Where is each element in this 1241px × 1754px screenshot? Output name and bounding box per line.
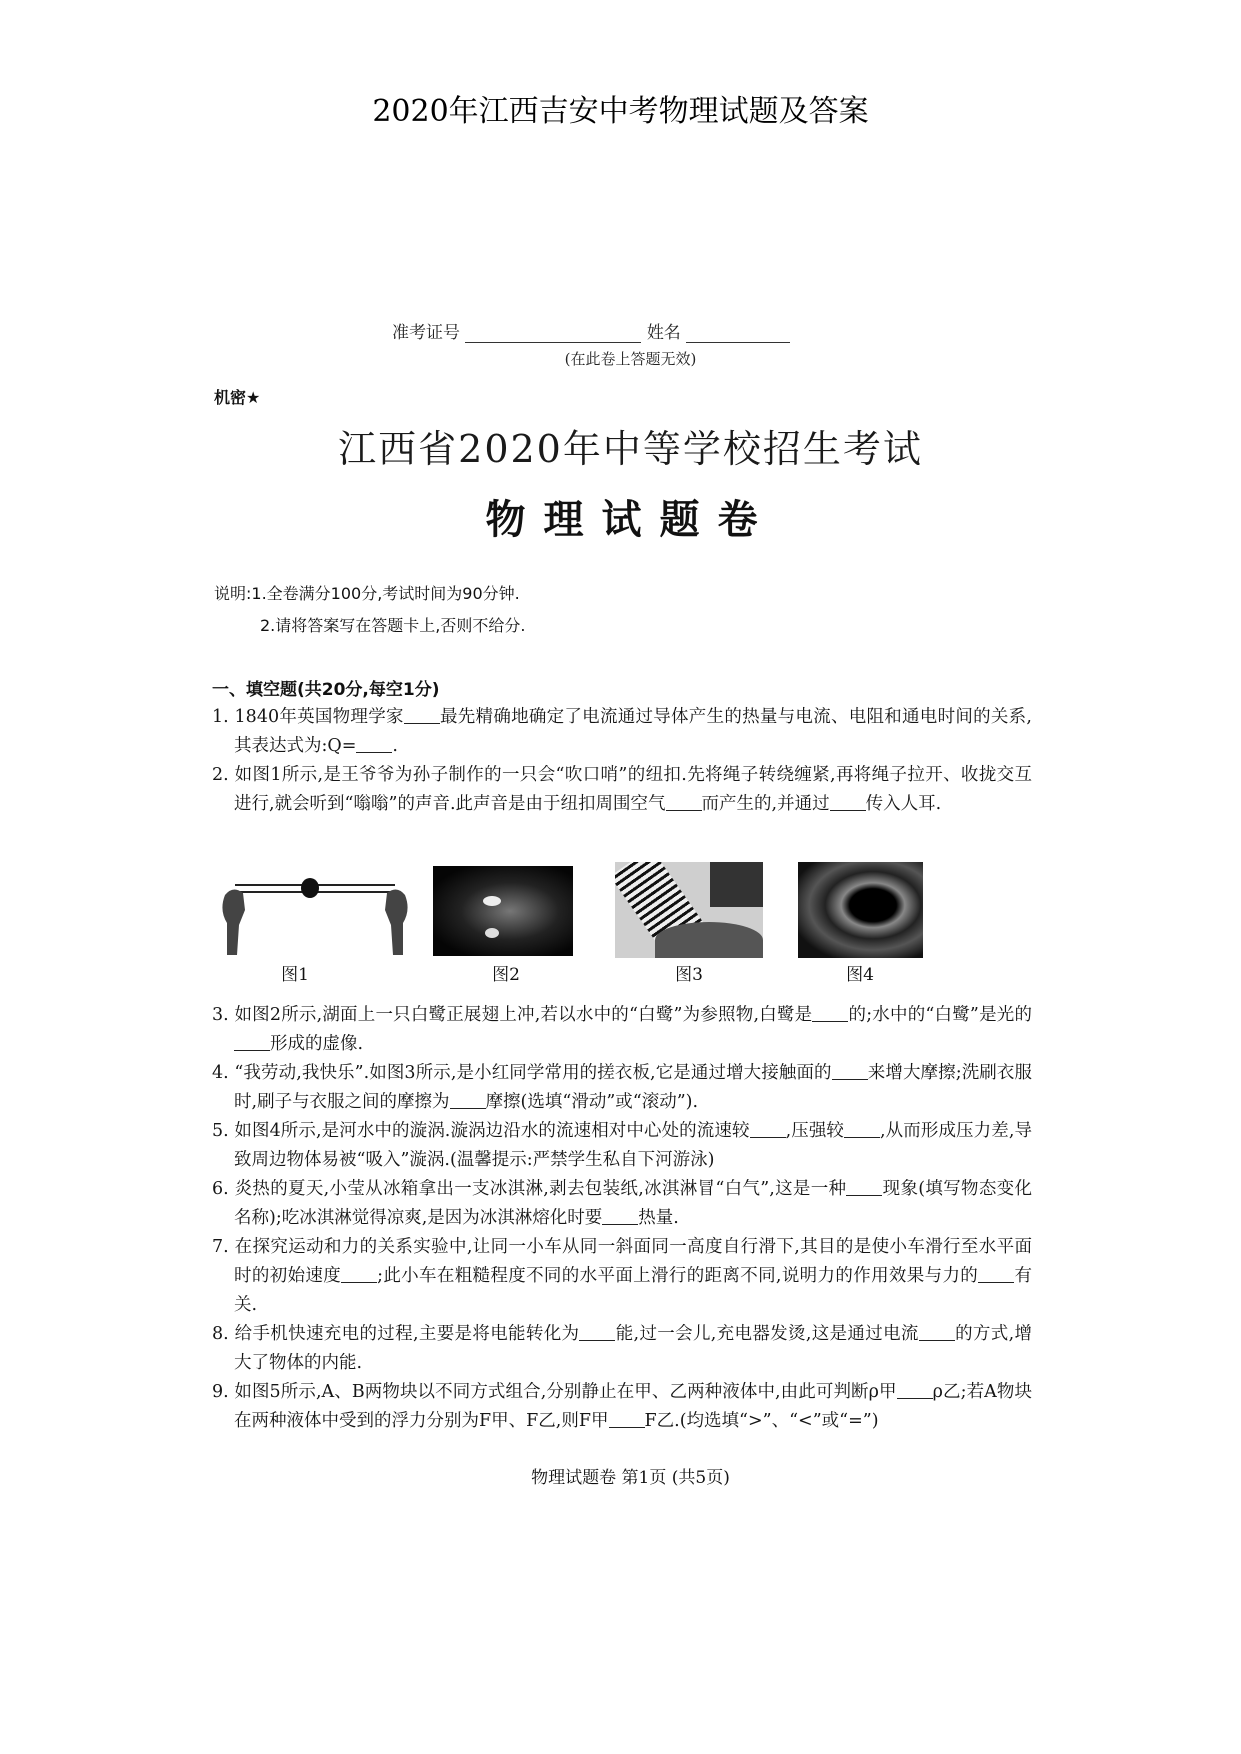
question-4: 4. “我劳动,我快乐”.如图3所示,是小红同学常用的搓衣板,它是通过增大接触面的 来增大摩擦;洗刷衣服时,刷子与衣服之间的摩擦为 摩擦(选填“滑动”或“滚动”). bbox=[212, 1063, 1032, 1112]
invalid-note: (在此卷上答题无效) bbox=[564, 350, 697, 368]
figures-row bbox=[210, 860, 1040, 985]
answer-blank[interactable] bbox=[341, 1265, 377, 1284]
figure-caption: 图4 bbox=[846, 965, 874, 985]
question-1: 1. 1840年英国物理学家 最先精确地确定了电流通过导体产生的热量与电流、电阻和通电时间的关系,其表达式为:Q= . bbox=[212, 707, 1032, 756]
examinee-info bbox=[392, 318, 790, 343]
answer-blank[interactable] bbox=[602, 1207, 638, 1226]
exam-id-field[interactable] bbox=[465, 326, 641, 343]
answer-blank[interactable] bbox=[846, 1178, 882, 1197]
answer-blank[interactable] bbox=[404, 706, 440, 725]
whirlpool-icon bbox=[798, 862, 923, 958]
instruction-item: 1.全卷满分100分,考试时间为90分钟. bbox=[251, 584, 520, 603]
exam-id-label: 准考证号 bbox=[392, 323, 460, 343]
answer-blank[interactable] bbox=[450, 1091, 486, 1110]
answer-blank[interactable] bbox=[897, 1381, 933, 1400]
answer-blank[interactable] bbox=[609, 1410, 645, 1429]
page-footer: 物理试题卷 第1页 (共5页) bbox=[531, 1468, 730, 1488]
egret-lake-icon bbox=[433, 866, 573, 956]
question-3: 3. 如图2所示,湖面上一只白鹭正展翅上冲,若以水中的“白鹭”为参照物,白鹭是 的;水中的“白鹭”是光的形成的虚像. bbox=[212, 1005, 1032, 1054]
washboard-icon bbox=[615, 862, 763, 958]
answer-blank[interactable] bbox=[579, 1323, 615, 1342]
name-label: 姓名 bbox=[646, 323, 681, 343]
answer-blank[interactable] bbox=[356, 735, 392, 754]
question-8: 8. 给手机快速充电的过程,主要是将电能转化为 能,过一会儿,充电器发烫,这是通过电流 的方式,增大了物体的内能. bbox=[212, 1324, 1033, 1373]
answer-blank[interactable] bbox=[750, 1120, 786, 1139]
answer-blank[interactable] bbox=[830, 793, 866, 812]
answer-blank[interactable] bbox=[844, 1120, 880, 1139]
paper-name: 物理试题卷 bbox=[485, 497, 776, 543]
answer-blank[interactable] bbox=[666, 793, 702, 812]
instructions bbox=[214, 578, 525, 642]
instructions-prefix: 说明: bbox=[214, 584, 252, 603]
answer-blank[interactable] bbox=[832, 1062, 868, 1081]
instruction-item: 2.请将答案写在答题卡上,否则不给分. bbox=[260, 616, 526, 635]
question-5: 5. 如图4所示,是河水中的漩涡.漩涡边沿水的流速相对中心处的流速较 ,压强较 ,从而形成压力差,导致周边物体易被“吸入”漩涡.(温馨提示:严禁学生私自下河游泳) bbox=[212, 1121, 1032, 1170]
section-title: 一、填空题(共20分,每空1分) bbox=[212, 680, 440, 700]
name-field[interactable] bbox=[686, 326, 790, 343]
button-whistle-hands-icon bbox=[215, 865, 415, 960]
question-7: 7. 在探究运动和力的关系实验中,让同一小车从同一斜面同一高度自行滑下,其目的是使小车滑行至水平面时的初始速度 ;此小车在粗糙程度不同的水平面上滑行的距离不同,说明力的作用效果与力的 有关. bbox=[212, 1237, 1033, 1315]
document-title: 2020年江西吉安中考物理试题及答案 bbox=[372, 94, 869, 129]
figure-caption: 图3 bbox=[675, 965, 703, 985]
question-9: 9. 如图5所示,A、B两物块以不同方式组合,分别静止在甲、乙两种液体中,由此可判断ρ甲 ρ乙;若A物块在两种液体中受到的浮力分别为F甲、F乙,则F甲 F乙.(均选填“>”、“<”或“=”) bbox=[212, 1382, 1032, 1431]
answer-blank[interactable] bbox=[234, 1033, 270, 1052]
question-2: 2. 如图1所示,是王爷爷为孙子制作的一只会“吹口哨”的纽扣.先将绳子转绕缠紧,再将绳子拉开、收拢交互进行,就会听到“嗡嗡”的声音.此声音是由于纽扣周围空气 而产生的,并通过 传入人耳. bbox=[212, 765, 1032, 814]
answer-blank[interactable] bbox=[812, 1004, 848, 1023]
question-group-top bbox=[212, 703, 1032, 819]
answer-blank[interactable] bbox=[978, 1265, 1014, 1284]
answer-blank[interactable] bbox=[919, 1323, 955, 1342]
figure-caption: 图1 bbox=[281, 965, 309, 985]
question-group-bottom bbox=[212, 1001, 1032, 1436]
exam-name: 江西省2020年中等学校招生考试 bbox=[338, 427, 923, 471]
secret-label: 机密★ bbox=[214, 388, 261, 407]
figure-caption: 图2 bbox=[492, 965, 520, 985]
question-6: 6. 炎热的夏天,小莹从冰箱拿出一支冰淇淋,剥去包装纸,冰淇淋冒“白气”,这是一种 现象(填写物态变化名称);吃冰淇淋觉得凉爽,是因为冰淇淋熔化时要 热量. bbox=[212, 1179, 1032, 1228]
